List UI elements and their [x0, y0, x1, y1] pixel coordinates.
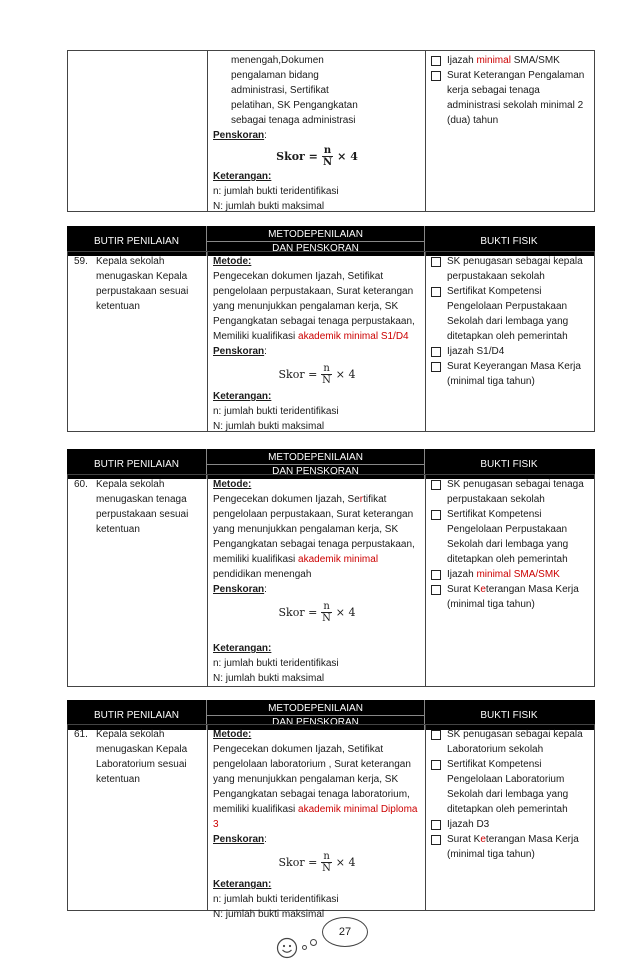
formula-fraction: $\frac{n}{N}$ [322, 362, 331, 386]
method-line: pelatihan, SK Pengangkatan [231, 100, 358, 111]
formula-tail: × 4 [335, 605, 356, 619]
butir-cell [68, 252, 208, 431]
butir-cell [68, 475, 208, 686]
item-number: 60. [74, 479, 88, 490]
header-bukti: BUKTI FISIK [480, 709, 538, 721]
metode-text: Pengecekan dokumen Ijazah, Setifikat pengelolaan laboratorium , Surat keterangan yang menunjukkan pengalaman kerja, SK Pengangkatan sebagai tenaga laboratorium, memiliki kualifikasi akademik minimal Diploma 3 [213, 744, 418, 830]
bukti-item: SK penugasan sebagai kepala Laboratorium sekolah [431, 727, 590, 757]
penskoran-label: Penskoran: [213, 834, 267, 845]
checkbox-icon [431, 257, 441, 267]
formula-tail: × 4 [335, 367, 356, 381]
keterangan-label: Keterangan: [213, 879, 272, 890]
formula-lhs: Skor [278, 367, 305, 381]
bukti-item: Surat Keterangan Masa Kerja (minimal tiga tahun) [431, 582, 590, 612]
score-formula: Skor = $\frac{n}{N}$ × 4 [278, 362, 356, 386]
item-number: 61. [74, 729, 88, 740]
formula-fraction: $\frac{n}{N}$ [322, 850, 331, 874]
metode-text: Pengecekan dokumen Ijazah, Setifikat pengelolaan perpustakaan, Surat keterangan yang menunjukkan pengalaman kerja, SK Pengangkatan sebagai tenaga perpustakaan, Memiliki kualifikasi akademik minimal S1/D4 [213, 271, 415, 342]
metode-cell [208, 475, 426, 686]
checkbox-icon [431, 480, 441, 490]
page-number: 27 [338, 926, 352, 938]
formula-fraction: $\frac{n}{N}$ [322, 144, 333, 168]
assessment-table [67, 724, 595, 920]
checkbox-icon [431, 835, 441, 845]
checkbox-icon [431, 760, 441, 770]
keterangan-N: N: jumlah bukti maksimal [213, 201, 325, 212]
metode-text: Pengecekan dokumen Ijazah, Sertifikat pengelolaan perpustakaan, Surat keterangan yang menunjukkan pengalaman kerja, SK Pengangkatan sebagai tenaga perpustakaan, memiliki kualifikasi akademik minimal pendidikan menengah [213, 494, 415, 580]
bukti-cell [426, 475, 594, 686]
metode-label: Metode: [213, 256, 252, 267]
checkbox-icon [431, 362, 441, 372]
header-butir: BUTIR PENILAIAN [67, 449, 207, 479]
checkbox-icon [431, 56, 441, 66]
butir-text: Kepala sekolah menugaskan Kepala perpustakaan sesuai ketentuan [96, 256, 189, 312]
keterangan-n: n: jumlah bukti teridentifikasi [213, 894, 339, 905]
checkbox-icon [431, 510, 441, 520]
bukti-item: Sertifikat Kompetensi Pengelolaan Laboratorium Sekolah dari lembaga yang ditetapkan oleh pemerintah [431, 757, 590, 817]
butir-text: Kepala sekolah menugaskan Kepala Laboratorium sesuai ketentuan [96, 729, 188, 785]
butir-cell [68, 725, 208, 910]
score-formula: Skor = $\frac{n}{N}$ × 4 [278, 600, 356, 624]
formula-fraction: $\frac{n}{N}$ [322, 600, 331, 624]
continuation-bukti-cell [426, 51, 594, 211]
bukti-item: Ijazah S1/D4 [431, 344, 590, 359]
header-butir: BUTIR PENILAIAN [67, 226, 207, 256]
metode-label: Metode: [213, 479, 252, 490]
bukti-cell [426, 252, 594, 431]
bukti-item: SK penugasan sebagai tenaga perpustakaan sekolah [431, 477, 590, 507]
assessment-table [67, 251, 595, 432]
header-metode: METODEPENILAIAN DAN PENSKORAN [207, 449, 425, 479]
continuation-method-cell [208, 51, 426, 211]
checkbox-icon [431, 585, 441, 595]
assessment-table [67, 474, 595, 687]
bukti-item: Sertifikat Kompetensi Pengelolaan Perpustakaan Sekolah dari lembaga yang ditetapkan oleh pemerintah [431, 284, 590, 344]
keterangan-N: N: jumlah bukti maksimal [213, 909, 325, 920]
page-number-bubble [322, 917, 368, 947]
formula-lhs: Skor [278, 855, 305, 869]
checkbox-icon [431, 347, 441, 357]
keterangan-N: N: jumlah bukti maksimal [213, 673, 325, 684]
method-line: pengalaman bidang [231, 70, 319, 81]
checkbox-icon [431, 820, 441, 830]
bukti-item: Surat Keterangan Masa Kerja (minimal tiga tahun) [431, 832, 590, 862]
smiley-icon [276, 937, 298, 959]
keterangan-n: n: jumlah bukti teridentifikasi [213, 658, 339, 669]
bukti-item: Surat Keterangan Pengalaman kerja sebagai tenaga administrasi sekolah minimal 2 (dua) tahun [431, 68, 590, 128]
bukti-item: Ijazah minimal SMA/SMK [431, 53, 590, 68]
keterangan-label: Keterangan: [213, 643, 272, 654]
method-line: sebagai tenaga administrasi [231, 115, 356, 126]
item-number: 59. [74, 256, 88, 267]
checkbox-icon [431, 71, 441, 81]
keterangan-label: Keterangan: [213, 171, 272, 182]
keterangan-n: n: jumlah bukti teridentifikasi [213, 186, 339, 197]
header-bukti: BUKTI FISIK [480, 235, 538, 247]
penskoran-label: Penskoran: [213, 584, 267, 595]
method-line: menengah,Dokumen [231, 55, 324, 66]
checkbox-icon [431, 287, 441, 297]
formula-tail: × 4 [337, 149, 358, 163]
bukti-cell [426, 725, 594, 910]
formula-lhs: Skor [278, 605, 305, 619]
header-bukti: BUKTI FISIK [480, 458, 538, 470]
penskoran-label: Penskoran: [213, 346, 267, 357]
metode-label: Metode: [213, 729, 252, 740]
page-footer [270, 915, 390, 965]
header-butir: BUTIR PENILAIAN [67, 700, 207, 730]
bukti-item: Sertifikat Kompetensi Pengelolaan Perpustakaan Sekolah dari lembaga yang ditetapkan oleh pemerintah [431, 507, 590, 567]
metode-cell [208, 252, 426, 431]
header-metode: METODEPENILAIAN DAN PENSKORAN [207, 700, 425, 730]
score-formula: Skor = $\frac{n}{N}$ × 4 [276, 144, 358, 168]
keterangan-N: N: jumlah bukti maksimal [213, 421, 325, 432]
bubble-dot-icon [310, 939, 317, 946]
penskoran-label: Penskoran: [213, 130, 267, 141]
bukti-item: Ijazah minimal SMA/SMK [431, 567, 590, 582]
method-line: administrasi, Sertifikat [231, 85, 329, 96]
checkbox-icon [431, 730, 441, 740]
checkbox-icon [431, 570, 441, 580]
formula-lhs: Skor [276, 149, 305, 163]
continuation-table [67, 50, 595, 212]
butir-text: Kepala sekolah menugaskan tenaga perpustakaan sesuai ketentuan [96, 479, 189, 535]
continuation-method-lines [213, 53, 421, 128]
bukti-item: Surat Keyerangan Masa Kerja (minimal tiga tahun) [431, 359, 590, 389]
bukti-item: SK penugasan sebagai kepala perpustakaan sekolah [431, 254, 590, 284]
score-formula: Skor = $\frac{n}{N}$ × 4 [278, 850, 356, 874]
formula-tail: × 4 [335, 855, 356, 869]
keterangan-n: n: jumlah bukti teridentifikasi [213, 406, 339, 417]
bukti-item: Ijazah D3 [431, 817, 590, 832]
metode-cell [208, 725, 426, 920]
header-metode: METODEPENILAIAN DAN PENSKORAN [207, 226, 425, 256]
keterangan-label: Keterangan: [213, 391, 272, 402]
bubble-dot-icon [302, 945, 307, 950]
continuation-butir-cell [68, 51, 208, 211]
